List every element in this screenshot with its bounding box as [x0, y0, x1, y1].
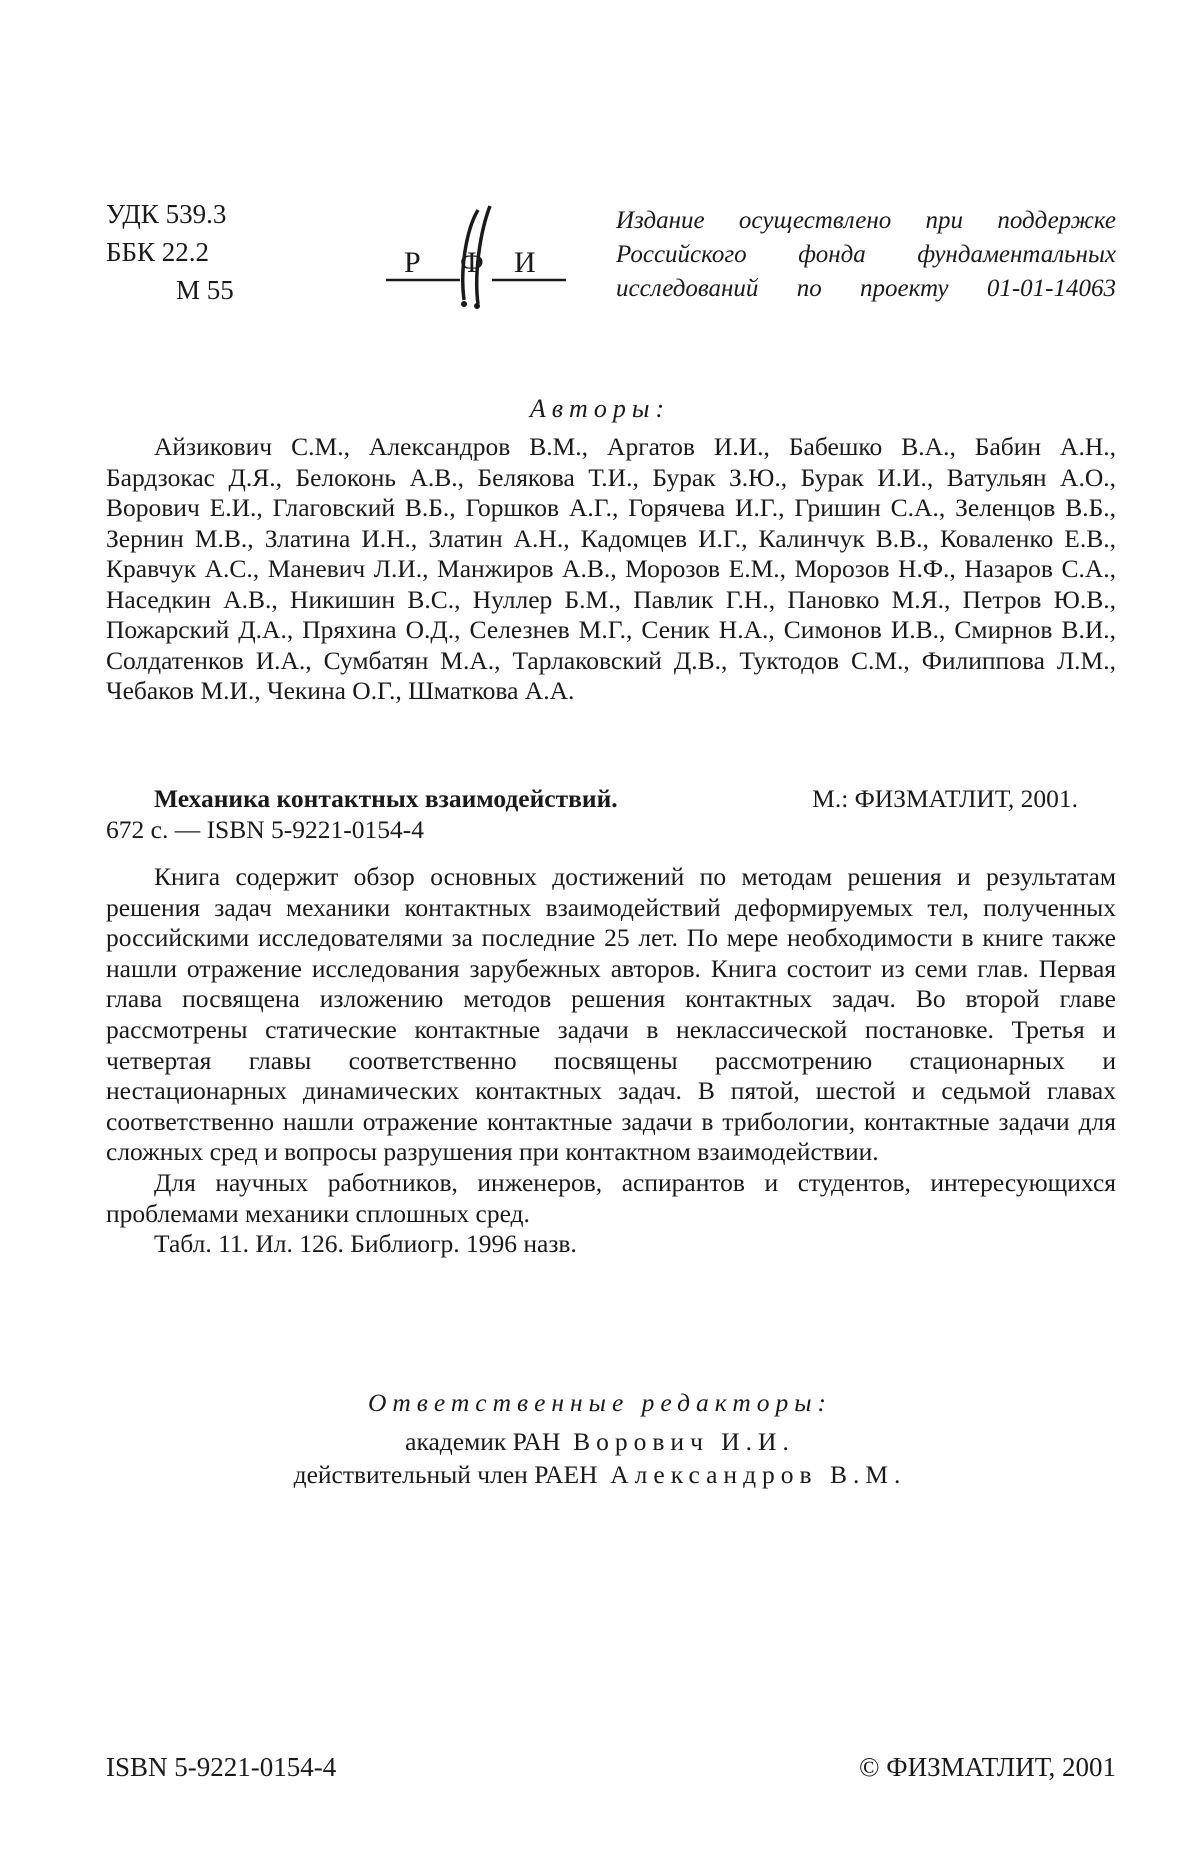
editors-block: [0, 1386, 1200, 1491]
logo-letter-f: Ф: [460, 246, 484, 279]
editors-heading: Ответственные редакторы:: [367, 1388, 833, 1417]
bbk-code: ББК 22.2: [106, 237, 210, 267]
udk-code: УДК 539.3: [106, 199, 227, 229]
editor-name: Александров В.М.: [610, 1460, 907, 1489]
publisher-info: М.: ФИЗМАТЛИТ, 2001.: [812, 784, 1078, 813]
classification-codes: [106, 195, 234, 309]
stats-paragraph: Табл. 11. Ил. 126. Библиогр. 1996 назв.: [154, 1229, 577, 1259]
annotation: [106, 862, 1116, 1260]
book-title: Механика контактных взаимодействий.: [154, 784, 618, 813]
rfbr-logo: [382, 200, 568, 312]
authors-heading: Авторы:: [529, 394, 671, 423]
editor-name: Ворович И.И.: [573, 1427, 795, 1456]
author-mark-code: М 55: [176, 275, 234, 305]
editor-title: академик РАН: [405, 1427, 561, 1456]
annotation-paragraph: Книга содержит обзор основных достижений по методам решения и результатам решения задач механики контактных взаимодействий деформируемых тел, полученных российскими исследователями за последние 25 лет. По мере необходимости в книге также нашли отражение исследования зарубежных авторов. Книга состоит из семи глав. Первая глава посвящена изложению методов решения контактных задач. Во второй главе рассмотрены статические контактные задачи в неклассической постановке. Третья и четвертая главы соответственно посвящены рассмотрению стационарных и нестационарных динамических контактных задач. В пятой, шестой и седьмой главах соответственно нашли отражение контактные задачи в трибологии, контактные задачи для сложных сред и вопросы разрушения при контактном взаимодействии.: [106, 862, 1116, 1167]
authors-list: Айзикович С.М., Александров В.М., Аргатов И.И., Бабешко В.А., Бабин А.Н., Бардзокас Д.Я., Белоконь А.В., Белякова Т.И., Бурак З.Ю., Бурак И.И., Ватульян А.О., Ворович Е.И., Глаговский В.Б., Горшков А.Г., Горячева И.Г., Гришин С.А., Зеленцов В.Б., Зернин М.В., Златина И.Н., Златин А.Н., Кадомцев И.Г., Калинчук В.В., Коваленко Е.В., Кравчук А.С., Маневич Л.И., Манжиров А.В., Морозов Е.М., Морозов Н.Ф., Назаров С.А., Наседкин А.В., Никишин В.С., Нуллер Б.М., Павлик Г.Н., Пановко М.Я., Петров Ю.В., Пожарский Д.А., Пряхина О.Д., Селезнев М.Г., Сеник Н.А., Симонов И.В., Смирнов В.И., Солдатенков И.А., Сумбатян М.А., Тарлаковский Д.В., Туктодов С.М., Филиппова Л.М., Чебаков М.И., Чекина О.Г., Шматкова А.А.: [106, 432, 1116, 705]
audience-paragraph: Для научных работников, инженеров, аспирантов и студентов, интересующихся проблемами механики сплошных сред.: [106, 1167, 1116, 1228]
footer-isbn: ISBN 5-9221-0154-4: [106, 1752, 337, 1782]
editor-line: [0, 1458, 1200, 1491]
footer-copyright: © ФИЗМАТЛИТ, 2001: [858, 1752, 1116, 1782]
bibliographic-record: [106, 784, 1116, 845]
pages-isbn: 672 с. — ISBN 5-9221-0154-4: [106, 814, 425, 844]
logo-letter-i: И: [514, 246, 536, 279]
logo-letter-r: Р: [404, 246, 421, 279]
editor-line: [0, 1425, 1200, 1458]
editor-title: действительный член РАЕН: [293, 1460, 598, 1489]
funding-note: Издание осуществлено при поддержке Российского фонда фундаментальных исследований по проекту 01-01-14063: [616, 207, 1116, 302]
